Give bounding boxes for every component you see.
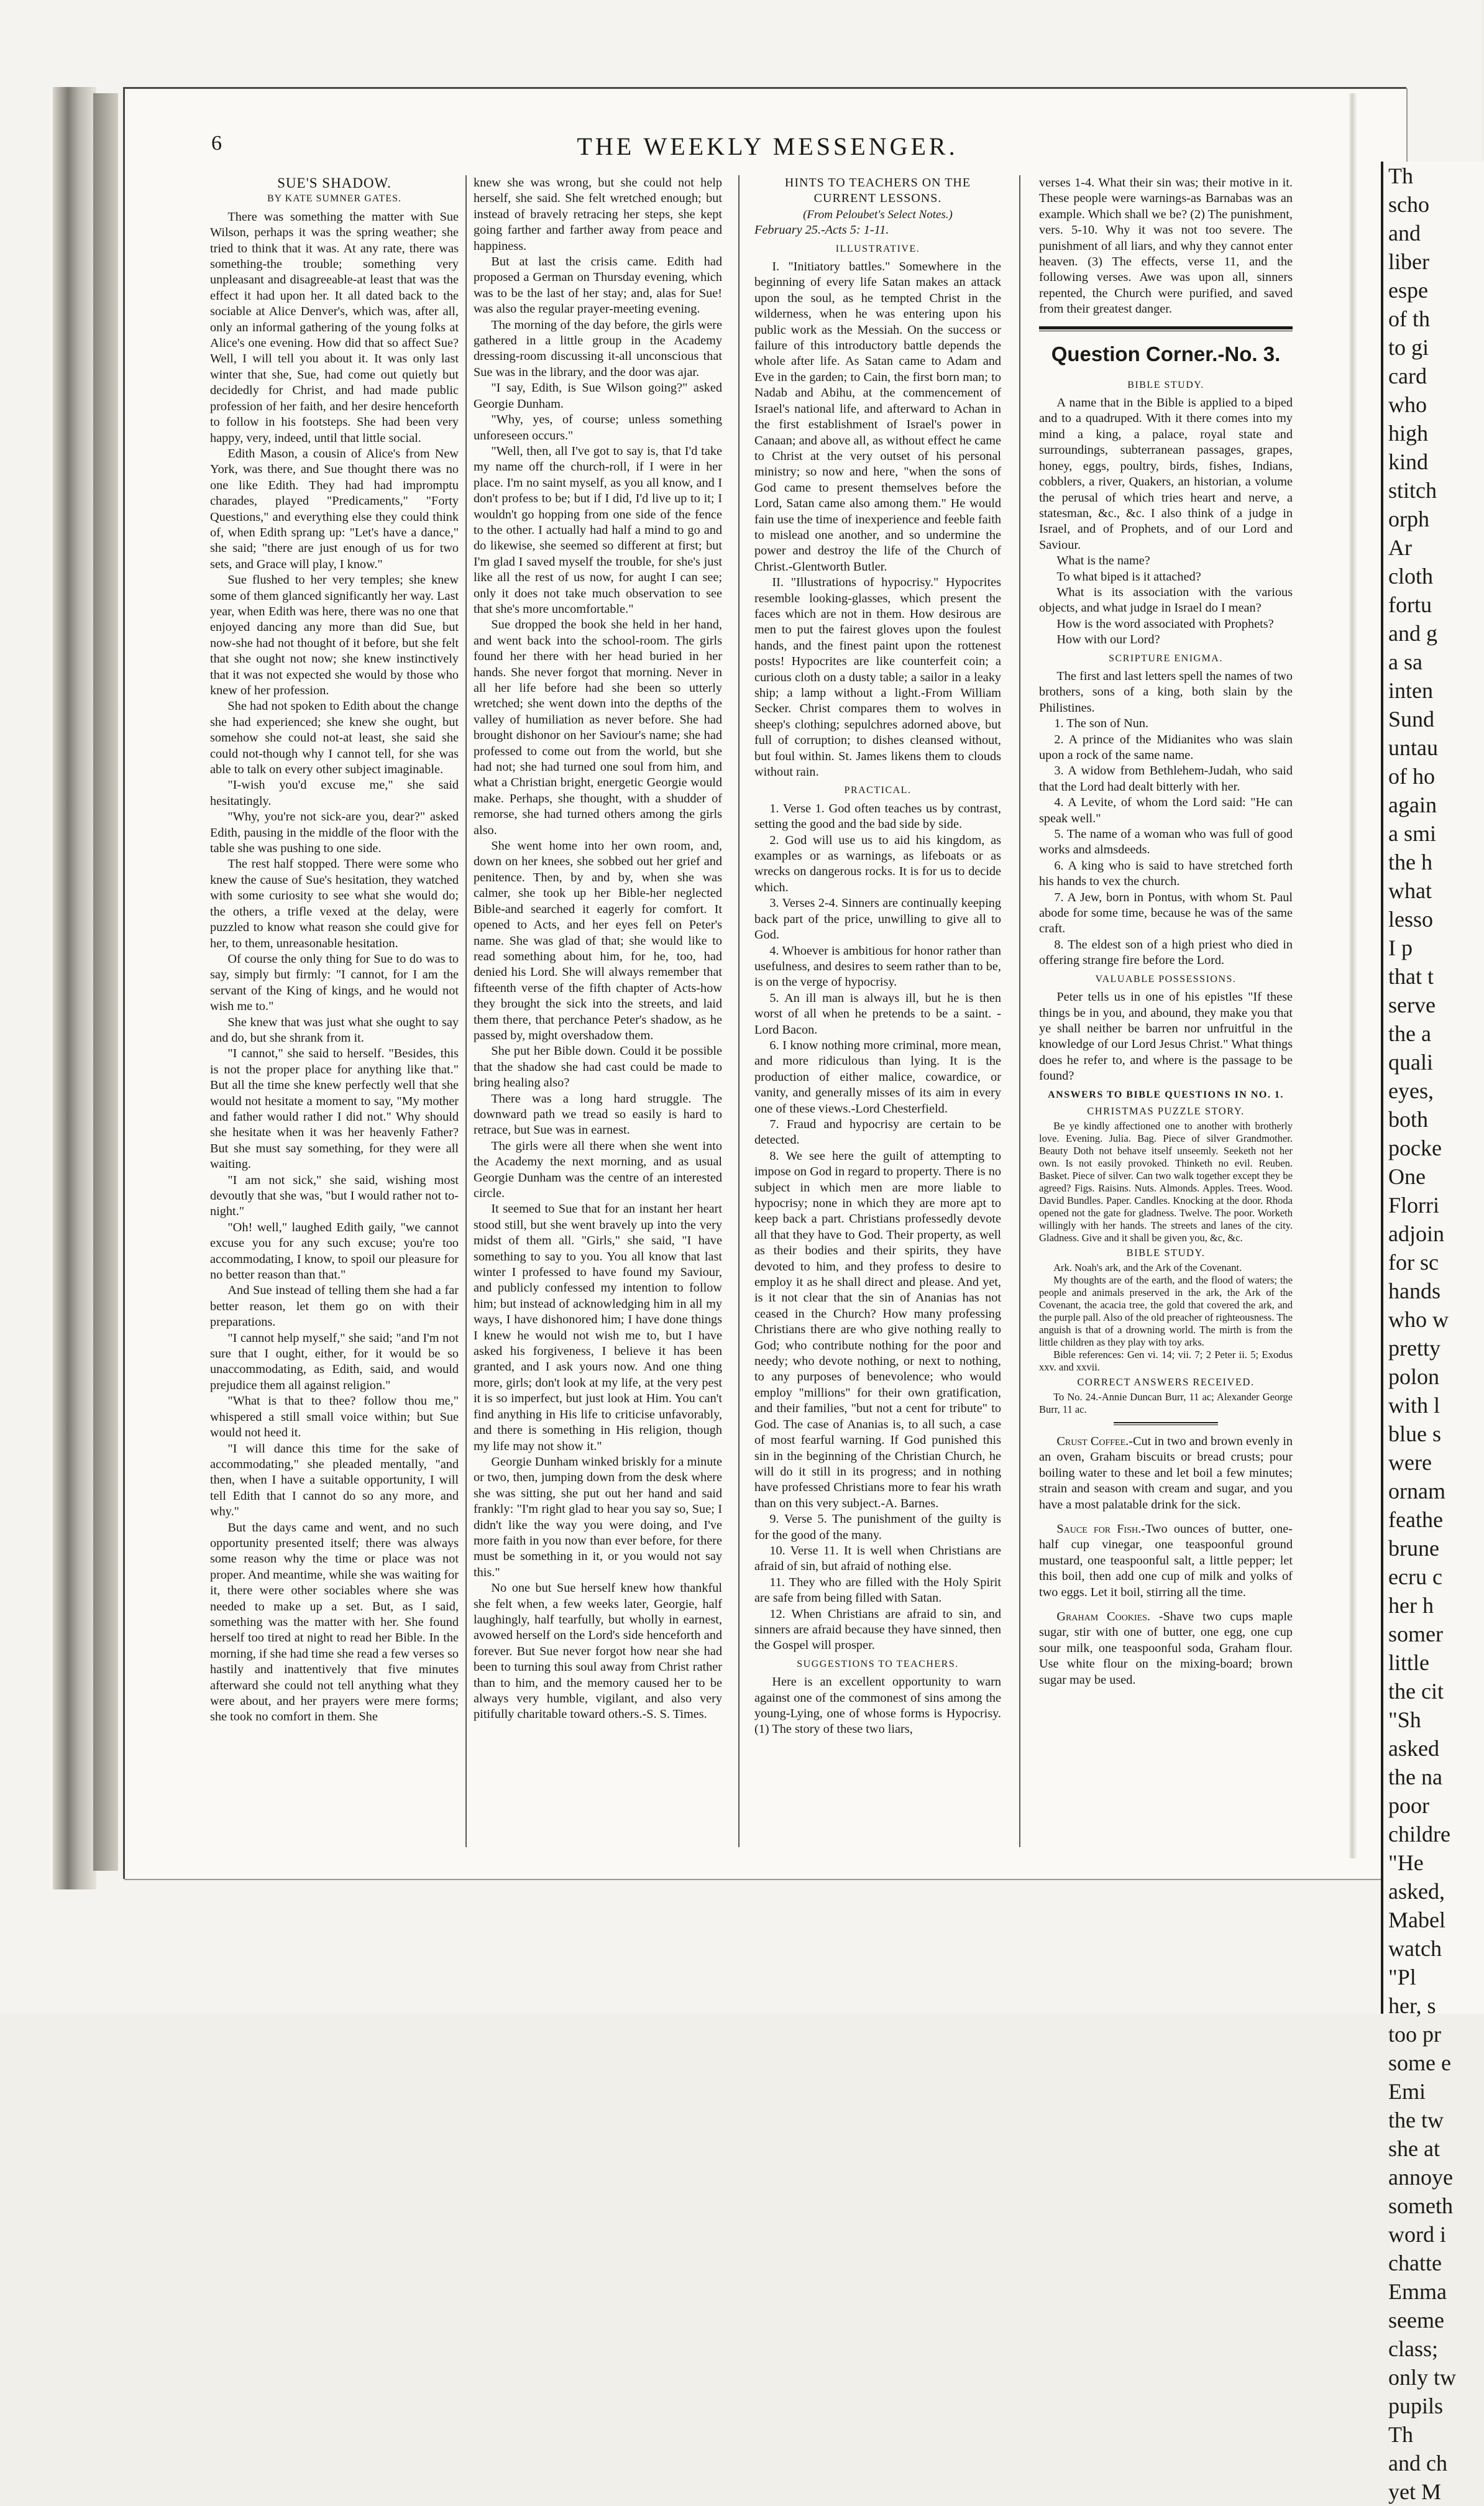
paragraph: knew she was wrong, but she could not help herself, she said. She felt wretched enough; but instead of bravely retracing her steps, she kept going farther and farther away from peace and happiness. [474,176,722,253]
recipe-text: -Cut in two and brown evenly in an oven, Graham biscuits or bread crusts; pour boiling water to these and let boil a few minutes; strain and season with cream and sugar, and you have a most palatable drink for the sick. [1039,1434,1293,1512]
bible-study-heading: BIBLE STUDY. [1127,379,1204,390]
facing-page-line: watch [1388,1936,1442,1961]
facing-page-line: "Sh [1388,1707,1421,1732]
page-number: 6 [211,132,222,155]
facing-page-line: somer [1388,1622,1443,1646]
paragraph: I. "Initiatory battles." Somewhere in the beginning of every life Satan makes an attack upon the soul, as he tempted Christ in the wilderness, when he was entering upon his public work as the Messiah. On the success or failure of this introductory battle depends the whole after life. As Satan came to Adam and Eve in the garden; to Cain, the first born man; to Nadab and Abihu, at the commencement of Israel's national life, and afterward to Achan in the first establishment of Israel's power in Canaan; and above all, as without effect he came to Christ at the very outset of his personal ministry; so now and here, "when the sons of God came to present themselves before the Lord, Satan came also among them." He would fain use the time of inexperience and feeble faith to mislead one another, and so undermine the power and destroy the life of the Church of Christ.-Glentworth Butler. [754,260,1001,574]
paragraph: "I cannot," she said to herself. "Besides, this is not the proper place for anything like that." But all the time she knew perfectly well that she would not hesitate a moment to say, "My mother and father would rather I did not." Why should she hesitate when it was her heavenly Father? But she must say something, for they were all waiting. [210,1047,459,1172]
paragraph: She went home into her own room, and, down on her knees, she sobbed out her grief and penitence. Then, by and by, when she was calmer, she took up her Bible-her neglected Bible-and searched it eagerly for comfort. It opened to Acts, and her eyes fell on Peter's name. She was glad of that; she would like to read something about him, for he, too, had denied his Lord. She will always remember that fifteenth verse of the fifth chapter of Acts-how they brought the sick into the streets, and laid them there, that perchance Peter's shadow, as he passed by, might overshadow them. [474,839,722,1042]
facing-page-line: card [1388,364,1427,388]
facing-page-line: childre [1388,1822,1450,1847]
paragraph: 6. I know nothing more criminal, more mean, and more ridiculous than lying. It is the production of either malice, cowardice, or vanity, and generally misses of its aim in every one of these views.-Lord Chesterfield. [754,1038,1001,1116]
facing-page-text [1383,162,1484,2506]
recipe-title: Crust Coffee. [1056,1434,1129,1448]
facing-page-line: Mabel [1388,1907,1445,1932]
paragraph: "Why, yes, of course; unless something unforeseen occurs." [474,413,722,443]
paragraph: But the days came and went, and no such opportunity presented itself; there was always some reason why the time or place was not proper. And meantime, while she was waiting for it, there were other sociables where she was needed to make up a set. But, as I said, something was the matter with her. She found herself too tired at night to read her Bible. In the morning, if she had time she read a few verses so hastily and inattentively that five minutes afterward she could not tell anything what they were about, and her prayers were mere forms; she took no comfort in them. She [210,1520,459,1724]
article-hints-to-teachers [754,175,1001,1738]
facing-page-line: ecru c [1388,1564,1442,1589]
paragraph: No one but Sue herself knew how thankful she felt when, a few weeks later, Georgie, half laughingly, half tearfully, but wholly in earnest, avowed herself on the Lord's side henceforth and forever. But Sue never forgot how near she had been to turning this soul away from Christ rather than to him, and the memory caused her to be always very humble, vigilant, and also very pitifully charitable toward others.-S. S. Times. [474,1581,722,1722]
facing-page-line: seeme [1388,2308,1444,2333]
facing-page-line: Emi [1388,2079,1426,2104]
article-sues-shadow-continued [474,175,722,1723]
facing-page-line: the na [1388,1765,1442,1789]
paragraph: 3. Verses 2-4. Sinners are continually keeping back part of the price, unwilling to give all to God. [754,896,1001,942]
facing-page-line: "He [1388,1850,1424,1875]
facing-page-line: asked, [1388,1879,1445,1904]
facing-page-line: and g [1388,621,1437,646]
paragraph: 8. The eldest son of a high priest who died in offering strange fire before the Lord. [1039,937,1293,968]
paragraph: "I cannot help myself," she said; "and I'm not sure that I ought, either, for it would be so unaccommodating, as Edith, said, and would prejudice them all against religion." [210,1331,459,1392]
paragraph: What is the name? [1056,554,1150,568]
facing-page-line: espe [1388,278,1428,303]
correct-answers: To No. 24.-Annie Duncan Burr, 11 ac; Alexander George Burr, 11 ac. [1039,1390,1293,1415]
facing-page-line: a smi [1388,821,1436,846]
paragraph: "Well, then, all I've got to say is, that I'd take my name off the church-roll, if I were in her place. I'm no saint myself, as you all know, and I don't profess to be; but if I did, I'd live up to it; I wouldn't go hopping from one side of the fence to the other. I actually had half a mind to go and do likewise, she seemed so different at first; but I'm glad I saved myself the trouble, for she's just like all the rest of us now, for aught I can see; only it does not take much observation to see that she's more uncomfortable." [474,444,722,616]
facing-page-line: Th [1388,2422,1413,2447]
facing-page-line: the h [1388,850,1432,874]
paragraph: What is its association with the various objects, and what judge in Israel do I mean? [1039,585,1293,615]
paragraph: "I-wish you'd excuse me," she said hesitatingly. [210,778,459,808]
facing-page-line: little [1388,1650,1429,1675]
page-header [211,132,1324,169]
facing-page-line: some e [1388,2050,1451,2075]
facing-page-line: untau [1388,735,1438,760]
facing-page-line: yet M [1388,2479,1441,2504]
facing-page-line: annoye [1388,2165,1453,2190]
recipe-text: -Two ounces of butter, one-half cup vinegar, one teaspoonful ground mustard, one teaspoonful salt, a little pepper; let this boil, then add one cup of milk and yolks of two eggs. Let it boil, stirring all the time. [1039,1522,1293,1599]
facing-page-line: poor [1388,1793,1429,1818]
paragraph: "I will dance this time for the sake of accommodating," she pleaded mentally, "and then, when I have a suitable opportunity, I will tell Edith that I cannot do so any more, and why." [210,1441,459,1519]
practical-notes [754,801,1001,1654]
facing-page-edge [1381,162,1484,2504]
facing-page-line: again [1388,792,1437,817]
section-heading-practical: PRACTICAL. [844,785,912,796]
facing-page-line: she at [1388,2136,1440,2161]
facing-page-line: hands [1388,1278,1440,1303]
paragraph: It seemed to Sue that for an instant her heart stood still, but she went bravely up into the very midst of them all. "Girls," she said, "I have something to say to you. You all know that last winter I professed to have found my Saviour, and publicly confessed my intention to follow him; but instead of acknowledging him in all my ways, I have dishonored him; I have done things I knew he would not wish me to, but I have asked his forgiveness, I believe it has been granted, and I ask yours now. And one thing more, girls; don't look at my life, at the very pest it is so imperfect, but just look at Him. You can't find anything in His life to criticise unfavorably, and there is something in His religion, though my life may not show it." [474,1202,722,1453]
correct-answers-heading: CORRECT ANSWERS RECEIVED. [1077,1375,1255,1388]
facing-page-line: brune [1388,1536,1439,1561]
bible-study-answer-heading: BIBLE STUDY. [1126,1246,1206,1259]
article-title: SUE'S SHADOW. [277,175,392,191]
facing-page-line: of ho [1388,764,1435,789]
facing-page-line: her h [1388,1593,1434,1618]
facing-page-line: cloth [1388,564,1433,589]
bible-references: Bible references: Gen vi. 14; vii. 7; 2 Peter ii. 5; Exodus xxv. and xxvii. [1039,1348,1293,1373]
puzzle-story-heading: CHRISTMAS PUZZLE STORY. [1087,1104,1245,1117]
facing-page-line: adjoin [1388,1221,1444,1246]
facing-page-line: chatte [1388,2251,1442,2275]
facing-page-line: fortu [1388,592,1432,617]
paragraph: There was something the matter with Sue Wilson, perhaps it was the spring weather; she tried to think that it was. At any rate, there was something-the trouble; something very unpleasant and disagreeable-at least that was the effect it had upon her. It all dated back to the sociable at Alice Denver's, which was, after all, only an informal gathering of the young folks at Alice's one evening. How did that so affect Sue? Well, I will tell you about it. It was only last winter that she, Sue, had come out quietly but decidedly for Christ, and had made public profession of her faith, and her desire henceforth to follow in his footsteps. She had been very happy, very, indeed, until that little social. [210,209,459,445]
facing-page-line: class; [1388,2336,1438,2361]
paragraph: The rest half stopped. There were some who knew the cause of Sue's hesitation, they watched with some curiosity to see what she would do; the others, a trifle vexed at the delay, were puzzled to know what reason she could give for her, to them, unreasonable hesitation. [210,857,459,950]
paragraph: 12. When Christians are afraid to sin, and sinners are afraid because they have sinned, then the Gospel will prosper. [754,1607,1001,1653]
stacked-pages-edge [53,87,96,1889]
paragraph: 3. A widow from Bethlehem-Judah, who said that the Lord had dealt bitterly with her. [1039,764,1293,794]
section-rule [1039,326,1293,331]
facing-page-line: I p [1388,935,1413,960]
facing-page-line: Emma [1388,2279,1447,2304]
question-corner-title: Question Corner.-No. 3. [1051,342,1281,365]
article-body [474,175,722,1723]
facing-page-line: too pr [1388,2022,1441,2047]
article-source: (From Peloubet's Select Notes.) [803,208,953,221]
paragraph: "Why, you're not sick-are you, dear?" asked Edith, pausing in the middle of the floor with the table she was pushing to one side. [210,810,459,856]
facing-page-line: quali [1388,1050,1433,1075]
facing-page-line: were [1388,1450,1432,1475]
paragraph: Georgie Dunham winked briskly for a minute or two, then, jumping down from the desk where she was sitting, she put out her hand and said frankly: "I'm right glad to hear you say so, Sue; I didn't like the way you were doing, and I've more faith in you now than ever before, for there must be something in it, or you would not say this." [474,1454,722,1579]
paragraph: 11. They who are filled with the Holy Spirit are safe from being filled with Satan. [754,1575,1001,1605]
facing-page-line: high [1388,421,1429,446]
facing-page-line: Ar [1388,535,1412,560]
paragraph: "I am not sick," she said, wishing most devoutly that she was, "but I would rather not to-night." [210,1173,459,1219]
recipe-title: Graham Cookies. [1056,1610,1150,1623]
facing-page-line: blue s [1388,1421,1441,1446]
facing-page-line: who [1388,392,1427,417]
facing-page-line: a sa [1388,649,1422,674]
facing-page-line: to gi [1388,335,1429,360]
paragraph: "I say, Edith, is Sue Wilson going?" asked Georgie Dunham. [474,381,722,411]
paragraph: How with our Lord? [1056,633,1160,647]
paragraph: 7. A Jew, born in Pontus, with whom St. Paul abode for some time, because he was of the same craft. [1039,890,1293,936]
masthead: THE WEEKLY MESSENGER. [577,132,958,160]
lesson-date: February 25.-Acts 5: 1-11. [754,223,889,237]
facing-page-line: serve [1388,993,1436,1017]
facing-page-line: for sc [1388,1250,1439,1275]
suggestions-text: Here is an excellent opportunity to warn against one of the commonest of sins among the young-Lying, one of whose forms is Hypocrisy. (1) The story of these two liars, [754,1675,1001,1737]
recipe [1039,1434,1293,1513]
paragraph: But at last the crisis came. Edith had proposed a German on Thursday evening, which was to be the last of her stay; and, alas for Sue! was also the regular prayer-meeting evening. [474,255,722,316]
facing-page-line: pupils [1388,2394,1444,2418]
paragraph: Sue dropped the book she held in her hand, and went back into the school-room. The girls found her there with her head buried in her hands. She never forgot that morning. Never in all her life before had she been so utterly wretched; she went down into the depths of the valley of humiliation as never before. She had brought dishonor on her Saviour's name; she had professed to come out from the world, but she had not; she had turned one soul from him, and what a Christian bright, energetic Georgie would make. Perhaps, she thought, with a shudder of remorse, she had turned others among the girls also. [474,618,722,837]
paragraph: 1. The son of Nun. [1054,717,1149,731]
paragraph: 5. An ill man is always ill, but he is then worst of all when he pretends to be a saint. -Lord Bacon. [754,991,1001,1037]
facing-page-line: her, s [1388,1993,1436,2018]
page-fold [1349,93,1357,1858]
paragraph: 6. A king who is said to have stretched forth his hands to vex the church. [1039,858,1293,889]
facing-page-line: polon [1388,1364,1440,1389]
facing-page-line: someth [1388,2193,1453,2218]
illustrative-notes [754,259,1001,780]
facing-page-line: of th [1388,306,1430,331]
paragraph: 2. God will use us to aid his kingdom, as examples or as warnings, as lifeboats or as wrecks on dangerous rocks. It is for us to decide which. [754,833,1001,894]
facing-page-line: stitch [1388,478,1437,503]
paragraph: "Oh! well," laughed Edith gaily, "we cannot excuse you for any such excuse; you're too accommodating, I know, to spoil our pleasure for no better reason than that." [210,1220,459,1282]
bible-study-text [1039,395,1293,648]
facing-page-line: kind [1388,449,1429,474]
paragraph: Of course the only thing for Sue to do was to say, simply but firmly: "I cannot, for I am the servant of the King of kings, and he would not wish me to." [210,952,459,1014]
facing-page-line: word i [1388,2222,1446,2247]
facing-page-line: with l [1388,1393,1440,1418]
paragraph: Edith Mason, a cousin of Alice's from New York, was there, and Sue thought there was no one like Edith. They had had impromptu charades, played "Predicaments," "Forty Questions," and everything else they could think of, when Edith sprang up: "Let's have a dance," she said; "there are just enough of us for two sets, and Grace will play, I know." [210,446,459,571]
valuable-possessions-text: Peter tells us in one of his epistles "If these things be in you, and abound, they make you that ye shall neither be barren nor unfruitful in the knowledge of our Lord Jesus Christ." What things does he refer to, and where is the passage to be found? [1039,990,1293,1083]
facing-page-line: only tw [1388,2365,1457,2390]
column-divider [1019,175,1020,1847]
page-spine-shadow [93,93,118,1871]
recipe-text: -Shave two cups maple sugar, stir with one of butter, one egg, one cup sour milk, one teaspoonful soda, Graham flour. Use white flour on the mixing-board; brown sugar may be used. [1039,1610,1293,1687]
paragraph: 4. A Levite, of whom the Lord said: "He can speak well." [1039,796,1293,825]
bible-study-answer-detail: My thoughts are of the earth, and the flood of waters; the people and animals preserved in the ark, the Ark of the Covenant, the acacia tree, the gold that covered the ark, and the purple pall. Also of the old preacher of righteousness. The anguish is that of a drowning world. The mirth is from the little children as they play with toy arks. [1039,1274,1293,1348]
facing-page-line: Florri [1388,1193,1440,1218]
short-rule [1114,1422,1218,1425]
facing-page-line: pocke [1388,1136,1442,1160]
facing-page-line: what [1388,878,1432,903]
paragraph: She knew that was just what she ought to say and do, but she shrank from it. [210,1015,459,1045]
paragraph: 2. A prince of the Midianites who was slain upon a rock of the same name. [1039,732,1293,762]
article-byline: BY KATE SUMNER GATES. [267,193,401,204]
paragraph: She put her Bible down. Could it be possible that the shadow she had cast could be made to bring healing also? [474,1044,722,1090]
scripture-enigma-heading: SCRIPTURE ENIGMA. [1109,653,1223,664]
recipe [1039,1522,1293,1600]
paragraph: 10. Verse 11. It is well when Christians are afraid of sin, but afraid of nothing else. [754,1543,1001,1574]
answers-heading: ANSWERS TO BIBLE QUESTIONS IN NO. 1. [1048,1089,1284,1100]
facing-page-line: asked [1388,1736,1439,1761]
section-heading-illustrative: ILLUSTRATIVE. [835,243,920,254]
facing-page-line: inten [1388,678,1433,703]
paragraph: The morning of the day before, the girls were gathered in a little group in the Academy dressing-room discussing it-all unconscious that Sue was in the library, and the door was ajar. [474,318,722,379]
paragraph: The girls were all there when she went into the Academy the next morning, and as usual Georgie Dunham was the centre of an interested circle. [474,1139,722,1200]
paragraph: 7. Fraud and hypocrisy are certain to be detected. [754,1117,1001,1147]
facing-page-line: the tw [1388,2108,1444,2132]
facing-page-line: that t [1388,964,1434,989]
facing-page-line: ornam [1388,1479,1445,1503]
facing-page-line: who w [1388,1307,1449,1332]
paragraph: 9. Verse 5. The punishment of the guilty is for the good of the many. [754,1512,1001,1542]
enigma-intro: The first and last letters spell the names of two brothers, sons of a king, both slain by the Philistines. [1039,669,1293,715]
valuable-possessions-heading: VALUABLE POSSESSIONS. [1095,973,1237,984]
paragraph: She had not spoken to Edith about the change she had experienced; she knew she ought, but somehow she could not-at least, she said she could not-though why I cannot tell, for she was able to talk on every other subject imaginable. [210,699,459,777]
paragraph: 5. The name of a woman who was full of good works and almsdeeds. [1039,827,1293,857]
article-sues-shadow [210,175,459,1725]
question-corner-column [1039,175,1293,1697]
article-title: HINTS TO TEACHERS ON THE CURRENT LESSONS. [784,176,971,206]
paragraph: And Sue instead of telling them she had a far better reason, let them go on with their preparations. [210,1283,459,1329]
recipe-title: Sauce for Fish. [1056,1522,1142,1536]
bible-study-answer: Ark. Noah's ark, and the Ark of the Covenant. [1053,1261,1242,1274]
facing-page-line: and [1388,221,1421,246]
facing-page-line: the cit [1388,1679,1444,1704]
paragraph: 1. Verse 1. God often teaches us by contrast, setting the good and the bad side by side. [754,801,1001,832]
paragraph: "What is that to thee? follow thou me," whispered a still small voice within; but Sue would not heed it. [210,1394,459,1440]
hints-continuation: verses 1-4. What their sin was; their motive in it. These people were warnings-as Barnabas was an example. Which shall we be? (2) The punishment, vers. 5-10. Why it was not too severe. The punishment of all liars, and why they cannot enter heaven. (3) The effects, verse 11, and the following verses. Awe was upon all, sinners repented, the Church were purified, and saved from their greatest danger. [1039,176,1293,316]
facing-page-line: lesso [1388,907,1433,932]
paragraph: II. "Illustrations of hypocrisy." Hypocrites resemble looking-glasses, which present the faces which are not in them. How desirous are men to put the fairest gloves upon the foulest hands, and the finest paint upon the rottenest posts! Hypocrites are like counterfeit coin; a curious cloth on a dusty table; a sailor in a leaky ship; a lamp without a light.-From William Secker. Christ compares them to wolves in sheep's clothing; sepulchres adorned above, but full of corruption; to dishes cleansed without, but foul within. St. James likens them to clouds without rain. [754,576,1001,779]
facing-page-line: One [1388,1164,1426,1189]
section-heading-suggestions: SUGGESTIONS TO TEACHERS. [797,1658,959,1669]
paragraph: There was a long hard struggle. The downward path we tread so easily is hard to retrace, but Sue was in earnest. [474,1091,722,1137]
recipes [1039,1434,1293,1688]
facing-page-line: and ch [1388,2451,1447,2476]
paragraph: To what biped is it attached? [1056,569,1201,584]
paragraph: How is the word associated with Prophets? [1056,617,1274,631]
facing-page-line: both [1388,1107,1429,1132]
facing-page-line: Sund [1388,707,1435,732]
facing-page-line: orph [1388,507,1429,531]
facing-page-line: scho [1388,192,1429,217]
column-divider [738,175,740,1847]
paragraph: 4. Whoever is ambitious for honor rather than usefulness, and desires to seem rather than to be, is on the verge of hypocrisy. [754,943,1001,989]
enigma-clues [1039,716,1293,969]
facing-page-line: the a [1388,1021,1431,1046]
facing-page-line: feathe [1388,1507,1443,1532]
facing-page-line: eyes, [1388,1078,1434,1103]
recipe [1039,1609,1293,1688]
column-divider [465,175,467,1847]
paragraph: 8. We see here the guilt of attempting to impose on God in regard to property. There is no subject in which men are more liable to hypocrisy; none in which they are more apt to keep back a part. Christians professedly devote all that they have to God. Their property, as well as their bodies and their spirits, they have devoted to him, and they profess to desire to employ it as he shall direct and please. And yet, is it not clear that the sin of Ananias has not ceased in the Church? How many professing Christians there are who give nothing really to God; who contribute nothing for the poor and needy; who devote nothing, or next to nothing, to any purposes of benevolence; who would employ "millions" for their own gratification, and their families, "but not a cent for tribute" to God. The case of Ananias is, to all such, a case of most fearful warning. If God punished this sin in the beginning of the Christian Church, he will do it still in its progress; and in nothing have professed Christians more to fear his wrath than on this very subject.-A. Barnes. [754,1149,1001,1510]
facing-page-line: Th [1388,163,1413,188]
facing-page-line: "Pl [1388,1965,1416,1990]
paragraph: A name that in the Bible is applied to a biped and to a quadruped. With it there comes into my mind a king, a palace, royal state and surroundings, subterranean passages, grapes, honey, eggs, poultry, birds, fishes, Indians, cobblers, a river, Quakers, an historian, a volume the perusal of which tries heart and nerve, a statesman, &c., &c. I also think of a judge in Israel, and of Prophets, and of our Lord and Saviour. [1039,396,1293,552]
article-body [210,209,459,1725]
facing-page-line: pretty [1388,1336,1440,1361]
facing-page-line: liber [1388,249,1429,274]
puzzle-story-answer: Be ye kindly affectioned one to another with brotherly love. Evening. Julia. Bag. Piece of silver Grandmother. Beauty Doth not behave itself unseemly. Seeketh not her own. Is not easily provoked. Thinketh no evil. Reuben. Basket. Piece of silver. Can two walk together except they be agreed? Figs. Raisins. Nuts. Almonds. Apples. Trees. Wood. David Bundles. Paper. Candles. Knocking at the door. Rhoda opened not the gate for gladness. Twelve. The poor. Worketh willingly with her hands. The streets and lanes of the city. Gladness. Give and it shall be given you, &c, &c. [1039,1119,1293,1244]
paragraph: Sue flushed to her very temples; she knew some of them glanced significantly her way. Last year, when Edith was here, there was no one that enjoyed dancing any more than did Sue, but now-she had not thought of it before, but she felt that she ought not now; she knew instinctively that it was not expected she would by those who knew of her profession. [210,573,459,697]
